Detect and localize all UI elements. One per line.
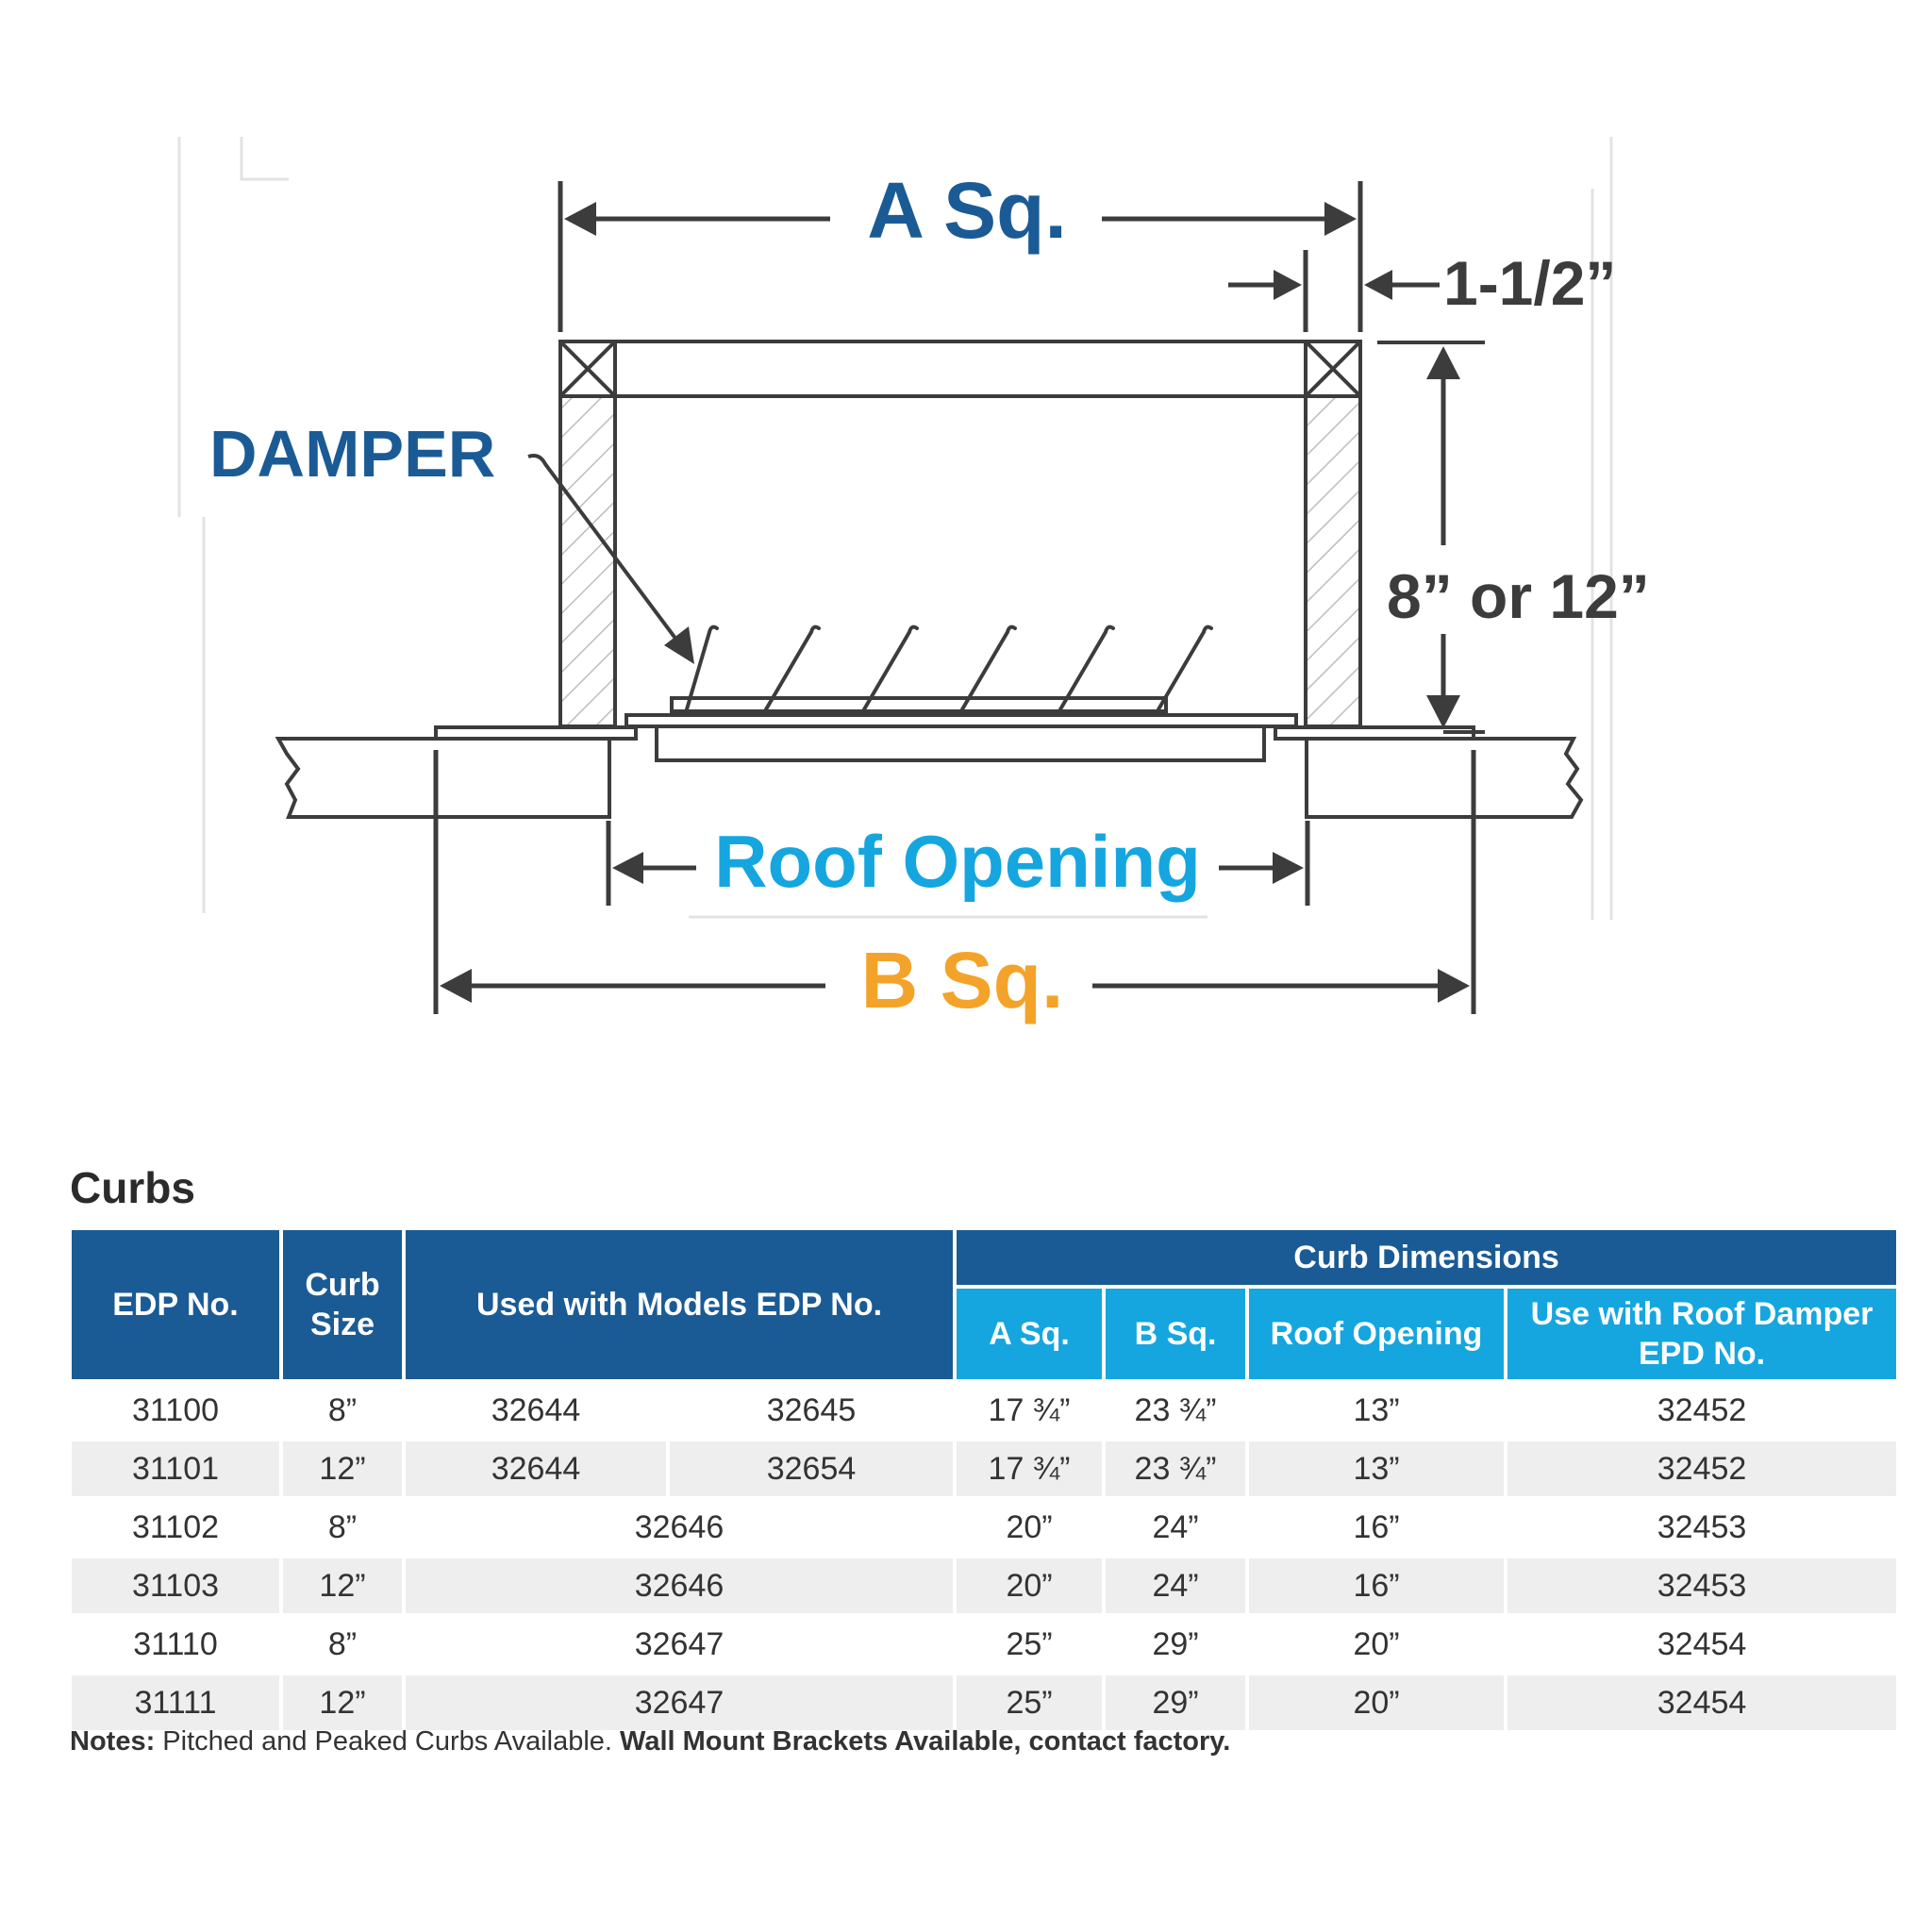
table-row bbox=[70, 1674, 1898, 1732]
cell-model: 32654 bbox=[668, 1440, 955, 1498]
header-roof-opening: Roof Opening bbox=[1247, 1287, 1506, 1381]
header-b-sq: B Sq. bbox=[1104, 1287, 1247, 1381]
cell-roof-damper: 32452 bbox=[1506, 1381, 1898, 1440]
cell-a-sq: 20” bbox=[955, 1557, 1104, 1615]
cell-edp: 31111 bbox=[70, 1674, 281, 1732]
cell-edp: 31100 bbox=[70, 1381, 281, 1440]
header-edp: EDP No. bbox=[70, 1228, 281, 1381]
dimension-a-sq bbox=[560, 166, 1360, 332]
notes-prefix: Notes: bbox=[70, 1726, 156, 1757]
table-row bbox=[70, 1381, 1898, 1440]
cell-a-sq: 20” bbox=[955, 1498, 1104, 1557]
label-a-sq: A Sq. bbox=[867, 166, 1067, 255]
cell-roof-opening: 16” bbox=[1247, 1498, 1506, 1557]
cell-edp: 31110 bbox=[70, 1615, 281, 1674]
damper-callout bbox=[209, 417, 694, 664]
cell-b-sq: 23 ¾” bbox=[1104, 1381, 1247, 1440]
cell-model: 32645 bbox=[668, 1381, 955, 1440]
cell-model: 32646 bbox=[404, 1557, 955, 1615]
cell-roof-damper: 32452 bbox=[1506, 1440, 1898, 1498]
label-roof-opening: Roof Opening bbox=[714, 820, 1201, 903]
cell-edp: 31102 bbox=[70, 1498, 281, 1557]
cell-size: 8” bbox=[281, 1381, 404, 1440]
table-notes bbox=[70, 1726, 1230, 1757]
dimension-height bbox=[1377, 342, 1650, 732]
table-row bbox=[70, 1615, 1898, 1674]
cell-roof-damper: 32453 bbox=[1506, 1498, 1898, 1557]
header-a-sq: A Sq. bbox=[955, 1287, 1104, 1381]
dimension-thickness bbox=[1228, 248, 1616, 332]
curb-wall-left bbox=[560, 341, 615, 726]
header-curb-size: Curb Size bbox=[281, 1228, 404, 1381]
cell-b-sq: 24” bbox=[1104, 1498, 1247, 1557]
cell-model: 32646 bbox=[404, 1498, 955, 1557]
label-thickness: 1-1/2” bbox=[1443, 248, 1617, 318]
cell-roof-damper: 32454 bbox=[1506, 1674, 1898, 1732]
label-damper: DAMPER bbox=[209, 417, 496, 491]
cell-size: 12” bbox=[281, 1440, 404, 1498]
cell-size: 12” bbox=[281, 1557, 404, 1615]
curb-top-rail bbox=[615, 341, 1306, 396]
cell-b-sq: 24” bbox=[1104, 1557, 1247, 1615]
cell-edp: 31101 bbox=[70, 1440, 281, 1498]
cell-roof-damper: 32454 bbox=[1506, 1615, 1898, 1674]
table-row bbox=[70, 1498, 1898, 1557]
table-row bbox=[70, 1557, 1898, 1615]
label-height: 8” or 12” bbox=[1387, 561, 1650, 631]
cell-edp: 31103 bbox=[70, 1557, 281, 1615]
cell-size: 12” bbox=[281, 1674, 404, 1732]
cell-model: 32644 bbox=[404, 1381, 668, 1440]
cell-b-sq: 29” bbox=[1104, 1615, 1247, 1674]
cell-a-sq: 25” bbox=[955, 1674, 1104, 1732]
cell-b-sq: 23 ¾” bbox=[1104, 1440, 1247, 1498]
notes-text: Pitched and Peaked Curbs Available. bbox=[155, 1726, 621, 1757]
cell-roof-opening: 13” bbox=[1247, 1440, 1506, 1498]
cell-roof-damper: 32453 bbox=[1506, 1557, 1898, 1615]
cell-roof-opening: 13” bbox=[1247, 1381, 1506, 1440]
cell-size: 8” bbox=[281, 1615, 404, 1674]
header-curb-dimensions: Curb Dimensions bbox=[955, 1228, 1898, 1287]
cell-roof-opening: 20” bbox=[1247, 1674, 1506, 1732]
curbs-table bbox=[68, 1226, 1900, 1734]
notes-bold: Wall Mount Brackets Available, contact factory. bbox=[620, 1726, 1231, 1757]
cell-a-sq: 17 ¾” bbox=[955, 1440, 1104, 1498]
cell-model: 32647 bbox=[404, 1615, 955, 1674]
cell-a-sq: 25” bbox=[955, 1615, 1104, 1674]
cell-roof-opening: 16” bbox=[1247, 1557, 1506, 1615]
table-title: Curbs bbox=[70, 1163, 195, 1212]
header-roof-damper: Use with Roof Damper EPD No. bbox=[1506, 1287, 1898, 1381]
header-used-with: Used with Models EDP No. bbox=[404, 1228, 955, 1381]
cell-size: 8” bbox=[281, 1498, 404, 1557]
cell-b-sq: 29” bbox=[1104, 1674, 1247, 1732]
cell-model: 32647 bbox=[404, 1674, 955, 1732]
dimension-roof-opening bbox=[608, 820, 1307, 906]
table-row bbox=[70, 1440, 1898, 1498]
cell-model: 32644 bbox=[404, 1440, 668, 1498]
cell-roof-opening: 20” bbox=[1247, 1615, 1506, 1674]
curb-wall-right bbox=[1306, 341, 1360, 726]
label-b-sq: B Sq. bbox=[860, 936, 1064, 1024]
cell-a-sq: 17 ¾” bbox=[955, 1381, 1104, 1440]
